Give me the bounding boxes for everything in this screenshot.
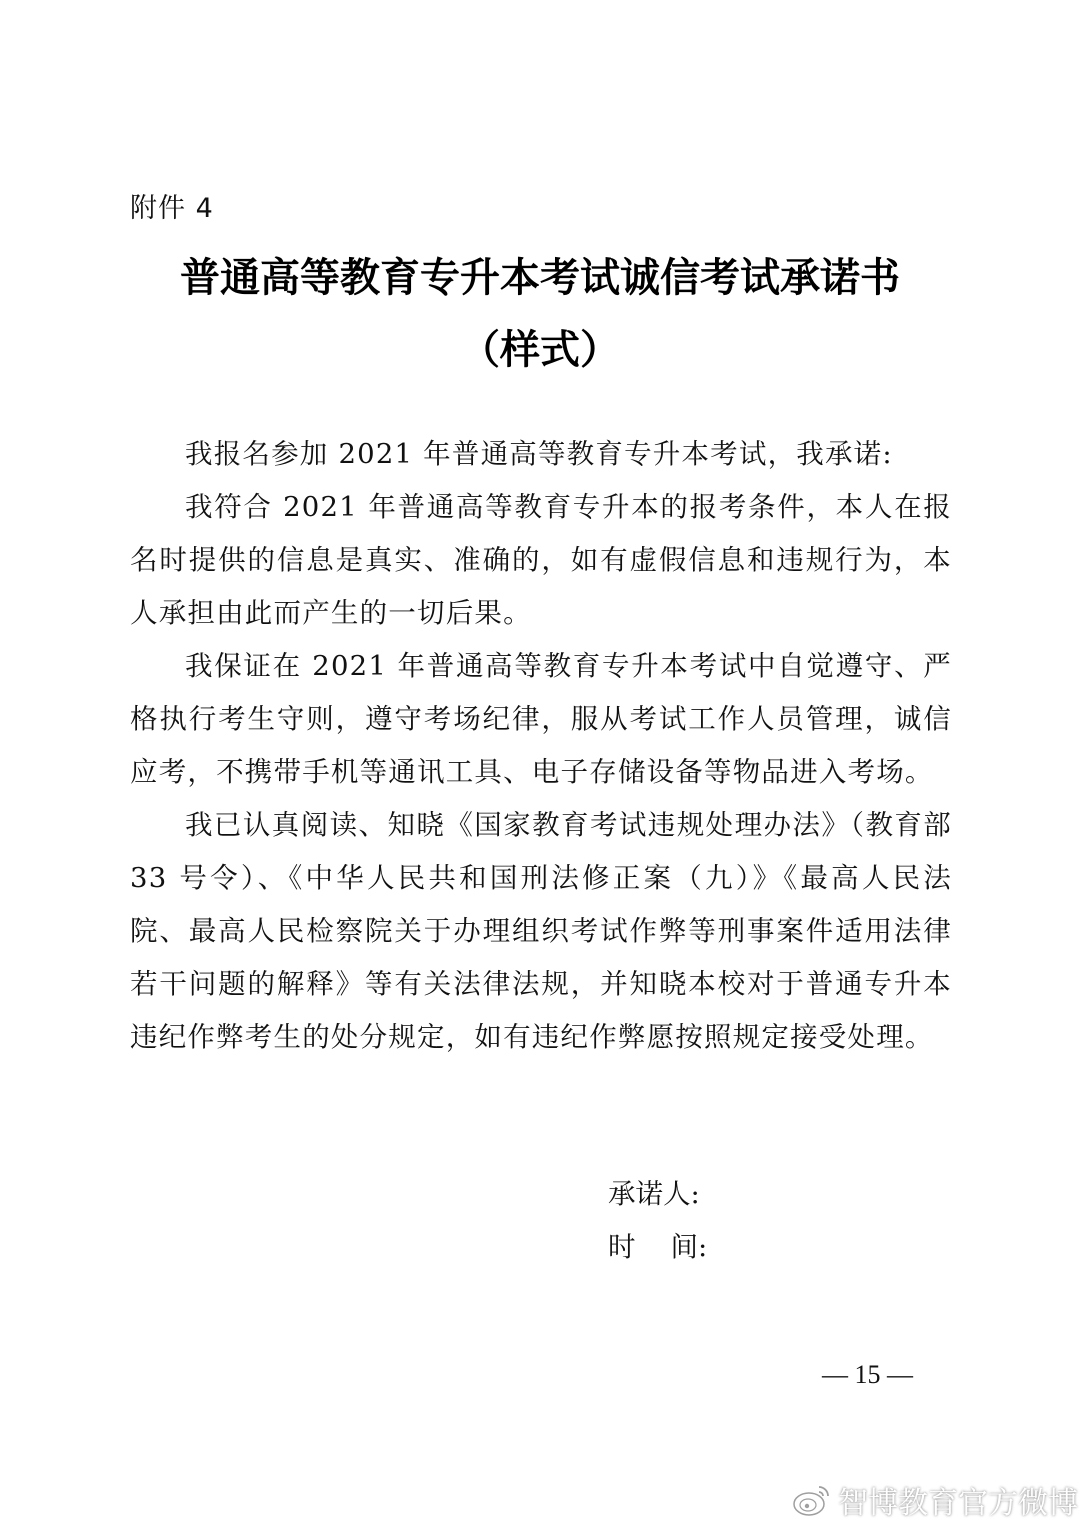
weibo-icon [792, 1483, 832, 1517]
document-subtitle: （样式） [460, 326, 620, 373]
date-label: 时 间: [608, 1231, 708, 1263]
paragraph-intro: 我报名参加 2021 年普通高等教育专升本考试，我承诺: [185, 438, 893, 470]
document-body [130, 428, 952, 1064]
paragraph-regulations: 我已认真阅读、知晓《国家教育考试违规处理办法》（教育部 33 号令）、《中华人民共和国刑法修正案（九）》《最高人民法院、最高人民检察院关于办理组织考试作弊等刑事案件适用法律若干问题的解释》等有关法律法规，并知晓本校对于普通专升本违纪作弊考生的处分规定，如有违纪作弊愿按照规定接受处理。 [130, 809, 952, 1053]
signature-block [608, 1168, 707, 1274]
page-number: — 15 — [822, 1360, 913, 1389]
watermark-text: 智博教育官方微博 [838, 1486, 1078, 1521]
attachment-label: 附件 4 [130, 193, 214, 224]
paragraph-eligibility: 我符合 2021 年普通高等教育专升本的报考条件，本人在报名时提供的信息是真实、准确的，如有虚假信息和违规行为，本人承担由此而产生的一切后果。 [130, 491, 952, 629]
paragraph-conduct: 我保证在 2021 年普通高等教育专升本考试中自觉遵守、严格执行考生守则，遵守考场纪律，服从考试工作人员管理，诚信应考，不携带手机等通讯工具、电子存储设备等物品进入考场。 [130, 650, 952, 788]
document-title: 普通高等教育专升本考试诚信考试承诺书 [180, 254, 900, 301]
promisor-label: 承诺人: [608, 1178, 700, 1210]
watermark [792, 1478, 1078, 1522]
